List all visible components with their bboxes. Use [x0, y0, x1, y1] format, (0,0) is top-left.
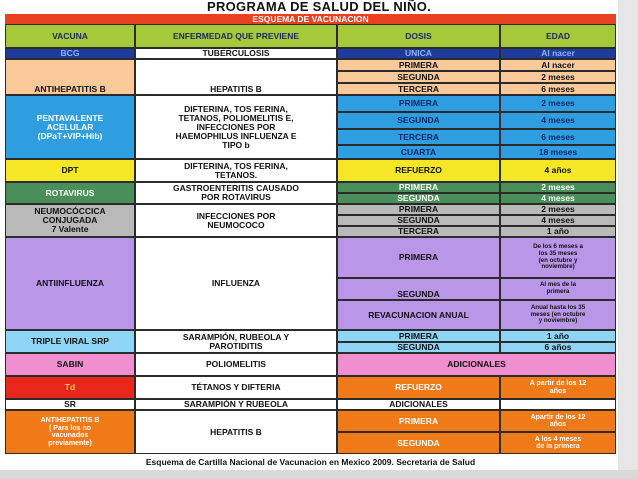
dose-hb2-primera: PRIMERA — [337, 410, 500, 432]
slide-right-border — [618, 0, 638, 479]
vaccine-rotavirus: ROTAVIRUS — [5, 182, 135, 204]
dose-flu-primera: PRIMERA — [337, 237, 500, 278]
dose-hb-tercera: TERCERA — [337, 83, 500, 95]
age-neumo-segunda: 4 meses — [500, 215, 616, 226]
age-dpt-refuerzo: 4 años — [500, 159, 616, 182]
disease-hepatitis-b-2: HEPATITIS B — [135, 410, 337, 454]
vaccine-antihepatitis-b: ANTIHEPATITIS B — [5, 59, 135, 95]
source-footer: Esquema de Cartilla Nacional de Vacunacion en Mexico 2009. Secretaria de Salud — [145, 457, 476, 467]
table-subtitle: ESQUEMA DE VACUNACION — [5, 14, 616, 24]
header-edad: EDAD — [500, 24, 616, 48]
disease-srp: SARAMPIÓN, RUBEOLA Y PAROTIDITIS — [135, 330, 337, 353]
age-penta-segunda: 4 meses — [500, 112, 616, 129]
age-hb-segunda: 2 meses — [500, 71, 616, 83]
age-hb2-primera: Apartir de los 12 años — [500, 410, 616, 432]
disease-sr: SARAMPIÓN Y RUBEOLA — [135, 399, 337, 410]
disease-penta: DIFTERINA, TOS FERINA, TETANOS, POLIOMELITIS E, INFECCIONES POR HAEMOPHILUS INFLUENZA E TIPO b — [135, 95, 337, 159]
dose-td-refuerzo: REFUERZO — [337, 376, 500, 399]
disease-influenza: INFLUENZA — [135, 237, 337, 330]
disease-tetanos: TÉTANOS Y DIFTERIA — [135, 376, 337, 399]
dose-sr-adicionales: ADICIONALES — [337, 399, 500, 410]
header-dosis: DOSIS — [337, 24, 500, 48]
vaccine-bcg: BCG — [5, 48, 135, 59]
header-vacuna: VACUNA — [5, 24, 135, 48]
dose-penta-cuarta: CUARTA — [337, 145, 500, 159]
age-srp-primera: 1 año — [500, 330, 616, 342]
age-bcg: Al nacer — [500, 48, 616, 59]
age-rota-primera: 2 meses — [500, 182, 616, 193]
page-title: PROGRAMA DE SALUD DEL NIÑO. — [206, 0, 432, 14]
dose-srp-primera: PRIMERA — [337, 330, 500, 342]
dose-penta-primera: PRIMERA — [337, 95, 500, 112]
disease-dpt: DIFTERINA, TOS FERINA, TETANOS. — [135, 159, 337, 182]
dose-neumo-tercera: TERCERA — [337, 226, 500, 237]
age-sr-empty — [500, 399, 616, 410]
dose-penta-segunda: SEGUNDA — [337, 112, 500, 129]
dose-rota-primera: PRIMERA — [337, 182, 500, 193]
age-penta-cuarta: 18 meses — [500, 145, 616, 159]
disease-hepatitis-b: HEPATITIS B — [135, 59, 337, 95]
dose-flu-segunda: SEGUNDA — [337, 278, 500, 300]
dose-rota-segunda: SEGUNDA — [337, 193, 500, 204]
vaccine-antiinfluenza: ANTIINFLUENZA — [5, 237, 135, 330]
age-rota-segunda: 4 meses — [500, 193, 616, 204]
dose-neumo-primera: PRIMERA — [337, 204, 500, 215]
age-flu-revacunacion: Anual hasta los 35 meses (en octubre y noviembre) — [500, 300, 616, 330]
slide-bottom-border — [0, 470, 638, 479]
age-hb-tercera: 6 meses — [500, 83, 616, 95]
dose-hb-primera: PRIMERA — [337, 59, 500, 71]
vaccine-triple-viral: TRIPLE VIRAL SRP — [5, 330, 135, 353]
vaccine-sr: SR — [5, 399, 135, 410]
disease-polio: POLIOMELITIS — [135, 353, 337, 376]
vaccine-neumococcica: NEUMOCÓCCICA CONJUGADA 7 Valente — [5, 204, 135, 237]
vaccine-pentavalente: PENTAVALENTE ACELULAR (DPaT+VIP+Hib) — [5, 95, 135, 159]
age-penta-tercera: 6 meses — [500, 129, 616, 145]
age-neumo-primera: 2 meses — [500, 204, 616, 215]
dose-hb2-segunda: SEGUNDA — [337, 432, 500, 454]
age-srp-segunda: 6 años — [500, 342, 616, 353]
dose-hb-segunda: SEGUNDA — [337, 71, 500, 83]
disease-neumococo: INFECCIONES POR NEUMOCOCO — [135, 204, 337, 237]
header-enfermedad: ENFERMEDAD QUE PREVIENE — [135, 24, 337, 48]
age-flu-segunda: Al mes de la primera — [500, 278, 616, 300]
vaccine-td: Td — [5, 376, 135, 399]
dose-srp-segunda: SEGUNDA — [337, 342, 500, 353]
dose-neumo-segunda: SEGUNDA — [337, 215, 500, 226]
dose-flu-revacunacion: REVACUNACION ANUAL — [337, 300, 500, 330]
dose-unica: UNICA — [337, 48, 500, 59]
age-hb2-segunda: A los 4 meses de la primera — [500, 432, 616, 454]
vaccine-sabin: SABIN — [5, 353, 135, 376]
age-penta-primera: 2 meses — [500, 95, 616, 112]
vaccine-antihepatitis-b-no-vacunados: ANTIHEPATITIS B ( Para los no vacunados previamente) — [5, 410, 135, 454]
disease-tuberculosis: TUBERCULOSIS — [135, 48, 337, 59]
age-neumo-tercera: 1 año — [500, 226, 616, 237]
age-td-refuerzo: A partir de los 12 años — [500, 376, 616, 399]
vaccine-dpt: DPT — [5, 159, 135, 182]
disease-rotavirus: GASTROENTERITIS CAUSADO POR ROTAVIRUS — [135, 182, 337, 204]
dose-penta-tercera: TERCERA — [337, 129, 500, 145]
age-flu-primera: De los 6 meses a los 35 meses (en octubre y noviembre) — [500, 237, 616, 278]
dose-dpt-refuerzo: REFUERZO — [337, 159, 500, 182]
dose-sabin-adicionales: ADICIONALES — [337, 353, 616, 376]
age-hb-primera: Al nacer — [500, 59, 616, 71]
